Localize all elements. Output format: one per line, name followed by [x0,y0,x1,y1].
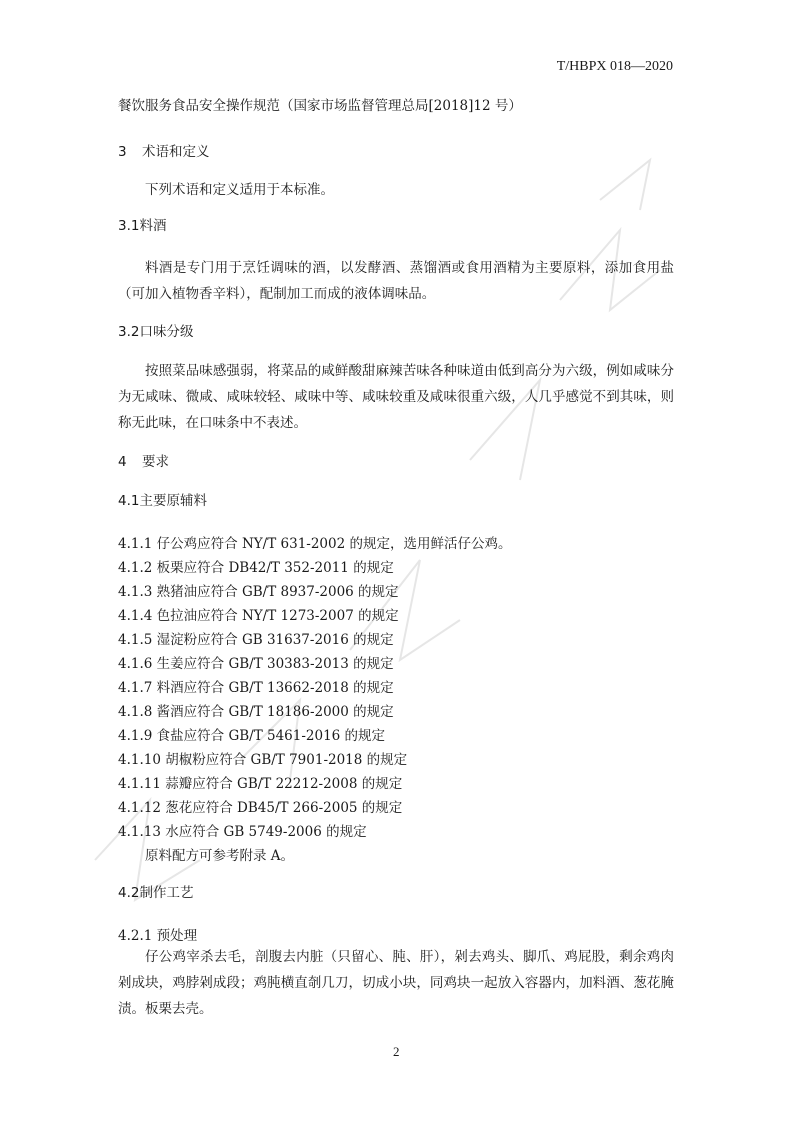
section-4-1-heading [118,492,207,510]
section-4-2-1-heading [118,927,197,945]
list-item: 4.1.3 熟猪油应符合 GB/T 8937-2006 的规定 [118,584,399,600]
list-item: 4.1.8 酱酒应符合 GB/T 18186-2000 的规定 [118,704,394,720]
section-number: 3.2 [118,324,140,340]
section-title: 料酒 [139,218,167,234]
list-item: 4.1.4 色拉油应符合 NY/T 1273-2007 的规定 [118,608,399,624]
section-4-2-1-text: 仔公鸡宰杀去毛，剖腹去内脏（只留心、肫、肝），剁去鸡头、脚爪、鸡屁股，剩余鸡肉剁成块，鸡脖剁成段；鸡肫横直剞几刀，切成小块，同鸡块一起放入容器内，加料酒、葱花腌渍。板栗去壳。 [118,949,674,1017]
section-title: 预处理 [156,928,198,944]
section-3-1-heading [118,217,166,235]
list-item: 4.1.10 胡椒粉应符合 GB/T 7901-2018 的规定 [118,752,408,768]
section-number: 4.2.1 [118,928,153,944]
section-title: 要求 [142,454,169,470]
list-item: 4.1.5 湿淀粉应符合 GB 31637-2016 的规定 [118,632,394,648]
section-title: 口味分级 [139,324,194,340]
section-number: 4.1 [118,493,140,509]
list-item: 4.1.9 食盐应符合 GB/T 5461-2016 的规定 [118,728,386,744]
list-item: 4.1.12 葱花应符合 DB45/T 266-2005 的规定 [118,800,403,816]
section-number: 4 [118,454,127,470]
list-item: 4.1.6 生姜应符合 GB/T 30383-2013 的规定 [118,656,394,672]
section-number: 4.2 [118,885,140,901]
section-title: 术语和定义 [142,144,210,160]
section-3-1-text: 料酒是专门用于烹饪调味的酒，以发酵酒、蒸馏酒或食用酒精为主要原料，添加食用盐（可加入植物香辛料），配制加工而成的液体调味品。 [118,260,674,302]
section-4-heading [118,453,169,471]
page-number: 2 [393,1044,400,1059]
section-3-intro: 下列术语和定义适用于本标准。 [145,182,334,198]
section-number: 3 [118,144,127,160]
list-item: 4.1.7 料酒应符合 GB/T 13662-2018 的规定 [118,680,394,696]
section-3-heading [118,143,210,161]
section-number: 3.1 [118,218,140,234]
list-item: 4.1.1 仔公鸡应符合 NY/T 631-2002 的规定，选用鲜活仔公鸡。 [118,536,512,552]
section-3-2-heading [118,323,193,341]
section-title: 制作工艺 [139,885,194,901]
list-item: 4.1.11 蒜瓣应符合 GB/T 22212-2008 的规定 [118,776,403,792]
reference-line: 餐饮服务食品安全操作规范（国家市场监督管理总局[2018]12 号） [118,98,522,114]
ingredient-list [118,532,512,868]
list-note: 原料配方可参考附录 A。 [145,848,295,864]
section-title: 主要原辅料 [139,493,207,509]
standard-code: T/HBPX 018—2020 [556,59,673,74]
list-item: 4.1.2 板栗应符合 DB42/T 352-2011 的规定 [118,560,394,576]
list-item: 4.1.13 水应符合 GB 5749-2006 的规定 [118,824,367,840]
section-4-2-heading [118,884,193,902]
section-3-2-text: 按照菜品味感强弱，将菜品的咸鲜酸甜麻辣苦味各种味道由低到高分为六级，例如咸味分为无咸味、微咸、咸味较轻、咸味中等、咸味较重及咸味很重六级，人几乎感觉不到其味，则称无此味，在口味条中不表述。 [118,363,674,431]
